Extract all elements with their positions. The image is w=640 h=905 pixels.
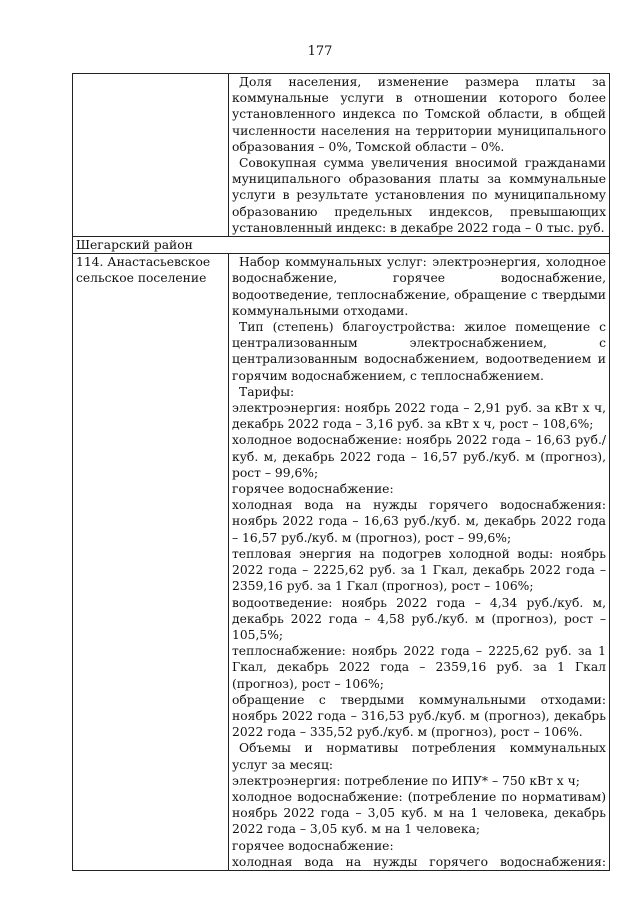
- tariff-cold-water: холодное водоснабжение: ноябрь 2022 года – 16,63 руб./куб. м, декабрь 2022 года – 16,57 руб./куб. м (прогноз), рост – 99,6%;: [232, 433, 606, 480]
- payment-increase-text: Совокупная сумма увеличения вносимой гражданами муниципального образования платы за коммунальные услуги в результате установления по муниципальному образованию предельных индексов, превышающих установленный индекс: в декабре 2022 года – 0 тыс. руб.: [232, 156, 606, 235]
- volume-hot-water-cold-component: холодная вода на нужды горячего водоснабжения:: [232, 854, 606, 869]
- tariff-hot-water-title: горячее водоснабжение:: [232, 482, 394, 497]
- services-text: Набор коммунальных услуг: электроэнергия, холодное водоснабжение, горячее водоснабжение, водоотведение, теплоснабжение, обращение с твердыми коммунальными отходами.: [232, 255, 606, 318]
- tariff-hot-water-cold-component: холодная вода на нужды горячего водоснабжения: ноябрь 2022 года – 16,63 руб./куб. м, декабрь 2022 года – 16,57 руб./куб. м (прогноз), рост – 99,6%;: [232, 498, 606, 545]
- indicator-cell: [229, 74, 610, 237]
- population-share-text: Доля населения, изменение размера платы за коммунальные услуги в отношении которого более установленного индекса по Томской области, в общей численности населения на территории муниципального образования – 0%, Томской области – 0%.: [232, 75, 606, 154]
- district-heading: Шегарский район: [73, 237, 610, 254]
- volume-cold-water: холодное водоснабжение: (потребление по нормативам) ноябрь 2022 года – 3,05 куб. м на 1 человека, декабрь 2022 года – 3,05 куб. м на 1 человека;: [232, 789, 606, 837]
- settlement-name: 114. Анастасьевское сельское поселение: [73, 254, 229, 871]
- improvement-text: Тип (степень) благоустройства: жилое помещение с централизованным электроснабжением, с централизованным водоснабжением, водоотведением и горячим водоснабжением, с теплоснабжением.: [232, 320, 606, 383]
- tariffs-title: Тарифы:: [239, 384, 295, 399]
- tariff-heating: теплоснабжение: ноябрь 2022 года – 2225,62 руб. за 1 Гкал, декабрь 2022 года – 2359,16 руб. за 1 Гкал (прогноз), рост – 106%;: [232, 644, 606, 691]
- table-row: [73, 237, 610, 254]
- table-row: [73, 254, 610, 871]
- document-table: [72, 73, 610, 871]
- empty-cell: [73, 74, 229, 237]
- table-row: [73, 74, 610, 237]
- tariff-heat-component: тепловая энергия на подогрев холодной воды: ноябрь 2022 года – 2225,62 руб. за 1 Гкал, декабрь 2022 года – 2359,16 руб. за 1 Гкал (прогноз), рост – 106%;: [232, 546, 606, 594]
- volume-electricity: электроэнергия: потребление по ИПУ* – 750 кВт х ч;: [232, 773, 580, 788]
- settlement-details-cell: [229, 254, 610, 871]
- tariff-sewerage: водоотведение: ноябрь 2022 года – 4,34 руб./куб. м, декабрь 2022 года – 4,58 руб./куб. м (прогноз), рост – 105,5%;: [232, 595, 606, 642]
- page-number: 177: [307, 44, 333, 59]
- tariff-electricity: электроэнергия: ноябрь 2022 года – 2,91 руб. за кВт х ч, декабрь 2022 года – 3,16 руб. за кВт х ч, рост – 108,6%;: [232, 401, 606, 432]
- tariff-waste: обращение с твердыми коммунальными отходами: ноябрь 2022 года – 316,53 руб./куб. м (прогноз), декабрь 2022 года – 335,52 руб./куб. м (прогноз), рост – 106%.: [232, 692, 606, 740]
- volumes-title: Объемы и нормативы потребления коммунальных услуг за месяц:: [232, 741, 606, 772]
- volume-hot-water-title: горячее водоснабжение:: [232, 838, 394, 853]
